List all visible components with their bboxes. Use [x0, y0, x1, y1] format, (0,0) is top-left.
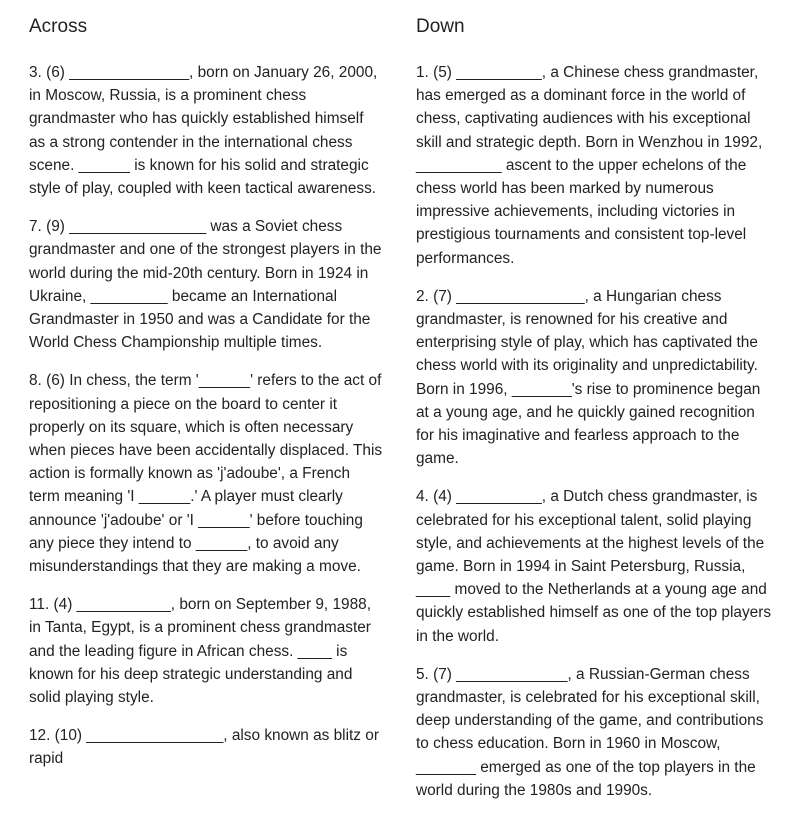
clue-across-11: 11. (4) ___________, born on September 9, 1988, in Tanta, Egypt, is a prominent chess grandmaster and the leading figure in African chess. ____ is known for his deep strategic understanding and solid playing style. [29, 596, 371, 707]
clue-down-1: 1. (5) __________, a Chinese chess grandmaster, has emerged as a dominant force in the world of chess, captivating audiences with his exceptional skill and strategic depth. Born in Wenzhou in 1992, __________ ascent to the upper echelons of the chess world has been marked by numerous impressive achievements, including victories in prestigious tournaments and consistent top-level performances. [416, 64, 763, 267]
clue-down-2: 2. (7) _______________, a Hungarian chess grandmaster, is renowned for his creative and enterprising style of play, which has captivated the chess world with its originality and unpredictability. Born in 1996, _______'s rise to prominence began at a young age, and he quickly gained recognition for his imaginative and fearless approach to the game. [416, 287, 761, 468]
down-heading: Down [416, 16, 465, 37]
clue-down-4: 4. (4) __________, a Dutch chess grandmaster, is celebrated for his exceptional talent, solid playing style, and achievements at the highest levels of the game. Born in 1994 in Saint Petersburg, Russia, ____ moved to the Netherlands at a young age and quickly established himself as one of the top players in the world. [416, 488, 772, 645]
across-heading: Across [29, 16, 88, 37]
down-clue-list [416, 61, 776, 817]
clue-across-7: 7. (9) ________________ was a Soviet chess grandmaster and one of the strongest players in the world during the mid-20th century. Born in 1924 in Ukraine, _________ became an International Grandmaster in 1950 and was a Candidate for the World Chess Championship multiple times. [29, 218, 382, 352]
clue-across-8: 8. (6) In chess, the term '______' refers to the act of repositioning a piece on the board to center it properly on its square, which is often necessary when pieces have been accidentally displaced. This action is formally known as 'j'adoube', a French term meaning 'I ______.' A player must clearly announce 'j'adoube' or 'I ______' before touching any piece they intend to ______, to avoid any misunderstandings that they are making a move. [29, 372, 383, 576]
clue-across-12: 12. (10) ________________, also known as blitz or rapid [29, 727, 379, 768]
clue-down-5: 5. (7) _____________, a Russian-German chess grandmaster, is celebrated for his exceptional skill, deep understanding of the game, and contributions to chess education. Born in 1960 in Moscow, _______ emerged as one of the top players in the world during the 1980s and 1990s. [416, 665, 764, 799]
clue-across-3: 3. (6) ______________, born on January 26, 2000, in Moscow, Russia, is a prominent chess grandmaster who has quickly established himself as a strong contender in the international chess scene. ______ is known for his solid and strategic style of play, coupled with keen tactical awareness. [29, 64, 378, 198]
across-clue-list [29, 61, 383, 786]
